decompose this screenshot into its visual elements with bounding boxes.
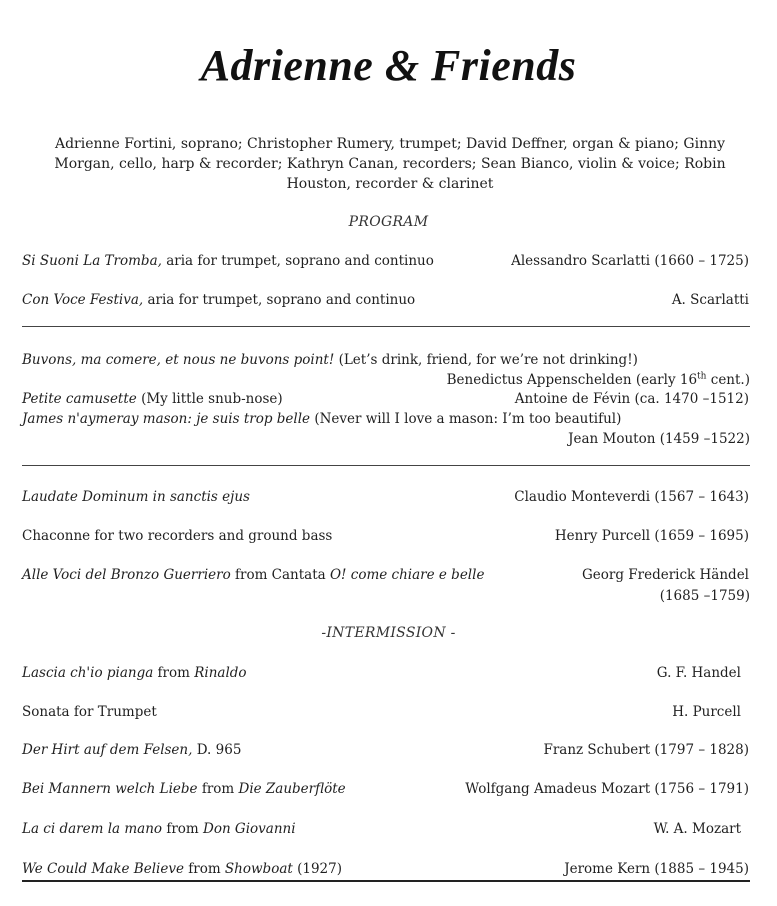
composer: Franz Schubert (1797 – 1828) <box>543 742 749 758</box>
bottom-rule <box>22 880 750 882</box>
page-title: Adrienne & Friends <box>200 41 577 90</box>
work-title: Laudate Dominum in sanctis ejus <box>22 489 250 505</box>
composer: Antoine de Févin (ca. 1470 –1512) <box>514 391 749 407</box>
composer: Jerome Kern (1885 – 1945) <box>564 861 749 877</box>
work-title: We Could Make Believe from Showboat (1927) <box>22 861 342 877</box>
work-title: James n'aymeray mason: je suis trop belle (Never will I love a mason: I’m too beautiful) <box>22 411 622 427</box>
composer: W. A. Mozart <box>653 821 741 837</box>
work-title: La ci darem la mano from Don Giovanni <box>22 821 296 837</box>
work-title: Con Voce Festiva, aria for trumpet, soprano and continuo <box>22 292 416 308</box>
work-title: Chaconne for two recorders and ground bass <box>22 528 333 544</box>
work-title: Buvons, ma comere, et nous ne buvons point! (Let’s drink, friend, for we’re not drinking!) <box>22 352 638 368</box>
composer: Claudio Monteverdi (1567 – 1643) <box>514 489 749 505</box>
composer: G. F. Handel <box>656 665 741 681</box>
work-title: Alle Voci del Bronzo Guerriero from Cantata O! come chiare e belle <box>22 567 485 583</box>
work-title: Petite camusette (My little snub-nose) <box>22 391 283 407</box>
intermission-heading: -INTERMISSION - <box>321 625 456 641</box>
work-title: Bei Mannern welch Liebe from Die Zauberflöte <box>22 781 346 797</box>
composer: Wolfgang Amadeus Mozart (1756 – 1791) <box>465 781 749 797</box>
work-title: Si Suoni La Tromba, aria for trumpet, soprano and continuo <box>22 253 434 269</box>
composer: A. Scarlatti <box>671 292 749 308</box>
composer: Benedictus Appenschelden (early 16th cent.) <box>446 371 750 388</box>
composer: Jean Mouton (1459 –1522) <box>568 431 750 447</box>
performers-list: Adrienne Fortini, soprano; Christopher Rumery, trumpet; David Deffner, organ & piano; Ginny Morgan, cello, harp & recorder; Kathryn Canan, recorders; Sean Bianco, violin & voice; Robin Houston, recorder & clarinet <box>54 136 726 192</box>
composer: Henry Purcell (1659 – 1695) <box>554 528 749 544</box>
section-divider <box>22 326 750 327</box>
composer: H. Purcell <box>672 704 741 720</box>
work-title: Lascia ch'io pianga from Rinaldo <box>22 665 247 681</box>
composer: Alessandro Scarlatti (1660 – 1725) <box>511 253 749 269</box>
work-title: Der Hirt auf dem Felsen, D. 965 <box>22 742 242 758</box>
composer: Georg Frederick Händel <box>582 567 749 583</box>
section-divider <box>22 465 750 466</box>
program-heading: PROGRAM <box>348 214 429 230</box>
composer-dates: (1685 –1759) <box>659 588 750 604</box>
work-title: Sonata for Trumpet <box>22 704 157 720</box>
